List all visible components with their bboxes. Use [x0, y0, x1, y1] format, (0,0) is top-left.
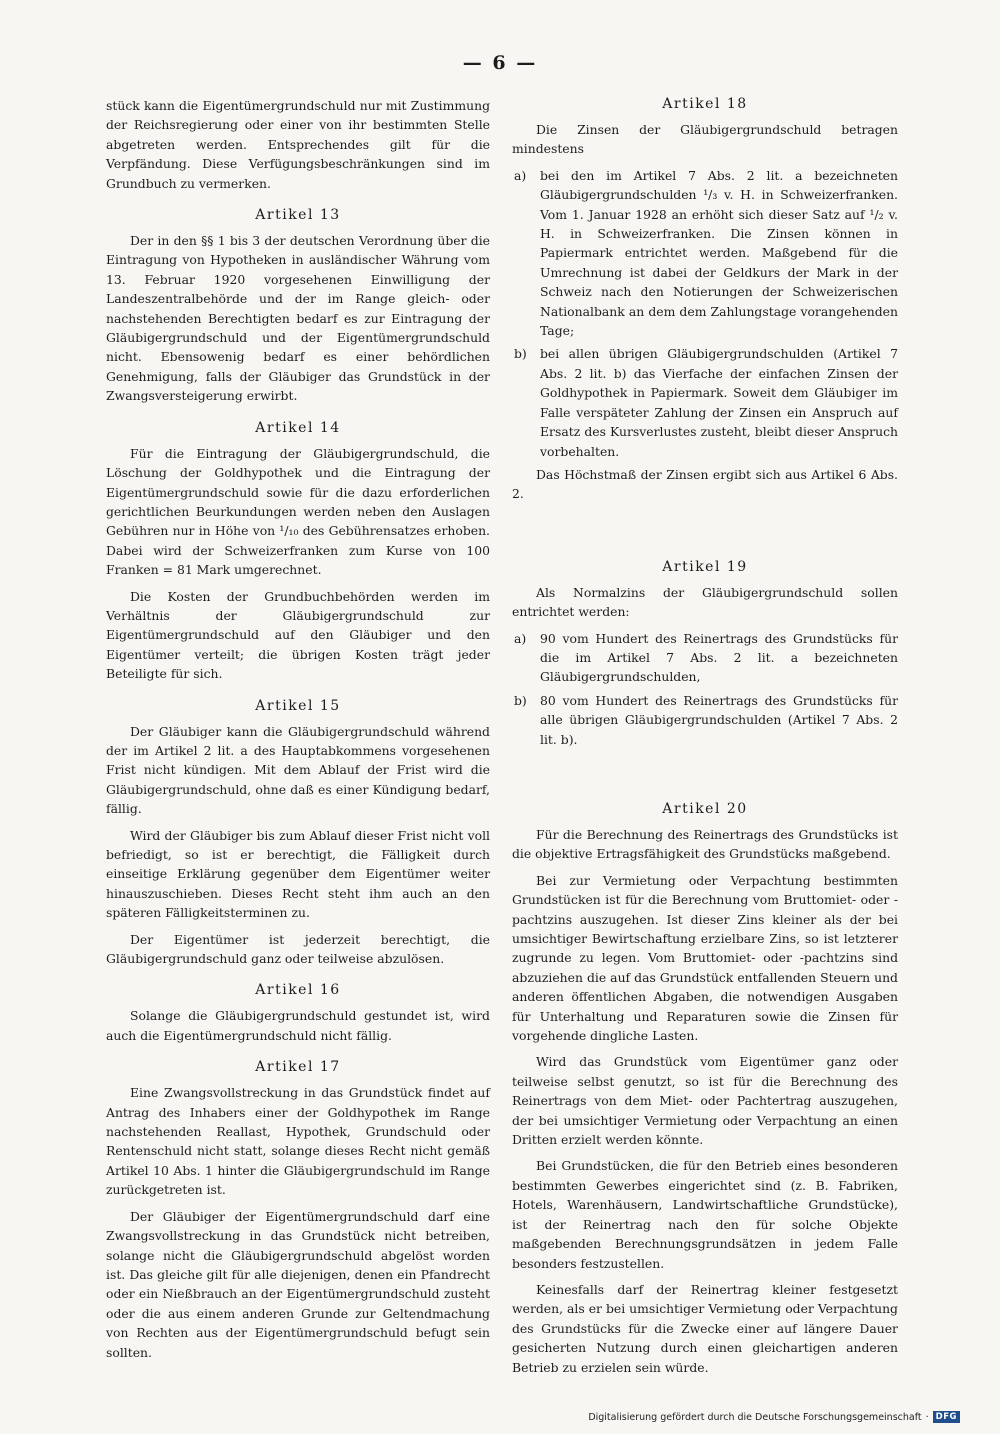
article-heading: Artikel 19 — [662, 558, 748, 575]
list-text: bei den im Artikel 7 Abs. 2 lit. a bezeichneten Gläubigergrundschulden ¹/₃ v. H. in Schweizerfranken. Vom 1. Januar 1928 an erhöht sich dieser Satz auf ¹/₂ v. H. in Schweizerfranken. Die Zinsen können in Papiermark entrichtet werden. Maßgebend für die Umrechnung ist dabei der Geldkurs der Mark in der Schweiz nach den Notierungen der Schweizerischen Nationalbank an dem dem Zahlungstage vorangehenden Tage; — [540, 167, 898, 339]
paragraph: Keinesfalls darf der Reinertrag kleiner festgesetzt werden, als er bei umsichtiger Vermietung oder Verpachtung des Grundstücks für die Zwecke einer auf längere Dauer gesicherten Nutzung durch einen gleichartigen anderen Betrieb zu erzielen sein würde. — [512, 1281, 898, 1375]
paragraph: Für die Eintragung der Gläubigergrundschuld, die Löschung der Goldhypothek und die Eintragung der Eigentümergrundschuld sowie für die dazu erforderlichen gerichtlichen Beurkundungen werden neben den Auslagen Gebühren nur in Höhe von ¹/₁₀ des Gebührensatzes erhoben. Dabei wird der Schweizerfranken zum Kurse von 100 Franken = 81 Mark umgerechnet. — [106, 445, 490, 578]
paragraph: Das Höchstmaß der Zinsen ergibt sich aus Artikel 6 Abs. 2. — [512, 466, 898, 502]
list-item — [512, 344, 898, 460]
list-marker: a) — [514, 167, 527, 183]
section-spacer — [512, 511, 898, 545]
paragraph: Der Gläubiger kann die Gläubigergrundschuld während der im Artikel 2 lit. a des Hauptabkommens vorgesehenen Frist nicht kündigen. Mit dem Ablauf der Frist wird die Gläubigergrundschuld, ohne daß es einer Kündigung bedarf, fällig. — [106, 723, 490, 817]
section-spacer — [512, 753, 898, 787]
credit-separator: · — [925, 1411, 929, 1423]
article-heading: Artikel 13 — [255, 207, 341, 224]
paragraph: Wird das Grundstück vom Eigentümer ganz oder teilweise selbst genutzt, so ist für die Berechnung des Reinertrags von dem Miet- oder Pachtertrag auszugehen, der bei umsichtiger Vermietung oder Verpachtung an einen Dritten erzielt werden könnte. — [512, 1054, 898, 1148]
paragraph: Bei zur Vermietung oder Verpachtung bestimmten Grundstücken ist für die Berechnung vom Bruttomiet- oder -pachtzins auszugehen. Ist dieser Zins kleiner als der bei umsichtiger Bewirtschaftung erzielbare Zins, so ist letzterer zugrunde zu legen. Vom Bruttomiet- oder -pachtzins sind abzuziehen die auf das Grundstück entfallenden Steuern und anderen öffentlichen Abgaben, die notwendigen Ausgaben für Unterhaltung und Reparaturen sowie die Zinsen für vorgehende dingliche Lasten. — [512, 872, 898, 1044]
list-marker: b) — [514, 346, 527, 362]
list-text: 80 vom Hundert des Reinertrags des Grundstücks für alle übrigen Gläubigergrundschulden (Artikel 7 Abs. 2 lit. b). — [540, 692, 898, 747]
right-column — [512, 96, 898, 1384]
list-marker: a) — [514, 630, 527, 646]
paragraph: Eine Zwangsvollstreckung in das Grundstück findet auf Antrag des Inhabers einer der Goldhypothek im Range nachstehenden Reallast, Hypothek, Grundschuld oder Rentenschuld nicht statt, solange dieses Recht nicht gemäß Artikel 10 Abs. 1 hinter die Gläubigergrundschuld im Range zurückgetreten ist. — [106, 1085, 490, 1198]
paragraph: Solange die Gläubigergrundschuld gestundet ist, wird auch die Eigentümergrundschuld nicht fällig. — [106, 1008, 490, 1043]
dfg-logo-icon: DFG — [933, 1411, 960, 1423]
article-heading: Artikel 20 — [662, 800, 748, 817]
list-item — [512, 629, 898, 687]
paragraph: Als Normalzins der Gläubigergrundschuld sollen entrichtet werden: — [512, 584, 898, 620]
list-marker: b) — [514, 692, 527, 708]
digitization-credit — [588, 1411, 960, 1423]
paragraph: Der Gläubiger der Eigentümergrundschuld darf eine Zwangsvollstreckung in das Grundstück nicht betreiben, solange nicht die Gläubigergrundschuld abgelöst worden ist. Das gleiche gilt für alle diejenigen, denen ein Pfandrecht oder ein Nießbrauch an der Eigentümergrundschuld zusteht oder die aus einem anderen Grunde zur Geltendmachung von Rechten aus der Eigentümergrundschuld befugt sein sollten. — [106, 1208, 490, 1360]
paragraph: Die Zinsen der Gläubigergrundschuld betragen mindestens — [512, 122, 898, 157]
paragraph: Der in den §§ 1 bis 3 der deutschen Verordnung über die Eintragung von Hypotheken in ausländischer Währung vom 13. Februar 1920 vorgesehenen Einwilligung der Landeszentralbehörde und der im Range gleich- oder nachstehenden Berechtigten bedarf es zur Eintragung der Gläubigergrundschuld und der Eigentümergrundschuld nicht. Ebensowenig bedarf es einer behördlichen Genehmigung, falls der Gläubiger das Grundstück in der Zwangsversteigerung erwirbt. — [106, 233, 490, 404]
list-item — [512, 166, 898, 341]
page-number: — 6 — — [462, 52, 538, 74]
paragraph: stück kann die Eigentümergrundschuld nur mit Zustimmung der Reichsregierung oder einer von ihr bestimmten Stelle abgetreten werden. Entsprechendes gilt für die Verpfändung. Diese Verfügungsbeschränkungen sind im Grundbuch zu vermerken. — [106, 98, 490, 191]
list-text: 90 vom Hundert des Reinertrags des Grundstücks für die im Artikel 7 Abs. 2 lit. a bezeichneten Gläubigergrundschulden, — [540, 630, 898, 685]
article-heading: Artikel 17 — [255, 1059, 341, 1076]
paragraph: Für die Berechnung des Reinertrags des Grundstücks ist die objektive Ertragsfähigkeit des Grundstücks maßgebend. — [512, 826, 898, 862]
paragraph: Die Kosten der Grundbuchbehörden werden im Verhältnis der Gläubigergrundschuld zur Eigentümergrundschuld auf den Gläubiger und den Eigentümer verteilt; die übrigen Kosten trägt jeder Beteiligte für sich. — [106, 588, 490, 682]
left-column — [106, 96, 490, 1369]
paragraph: Bei Grundstücken, die für den Betrieb eines besonderen bestimmten Gewerbes eingerichtet sind (z. B. Fabriken, Hotels, Warenhäusern, Landwirtschaftliche Grundstücke), ist der Reinertrag nach den für solche Objekte maßgebenden Berechnungsgrundsätzen in jedem Falle besonders festzustellen. — [512, 1158, 898, 1271]
paragraph: Wird der Gläubiger bis zum Ablauf dieser Frist nicht voll befriedigt, so ist er berechtigt, die Fälligkeit durch einseitige Erklärung gegenüber dem Eigentümer weiter hinauszuschieben. Dieses Recht steht ihm auch an den späteren Fälligkeitsterminen zu. — [106, 827, 490, 921]
article-heading: Artikel 15 — [255, 697, 341, 714]
article-heading: Artikel 16 — [255, 982, 341, 999]
credit-text: Digitalisierung gefördert durch die Deutsche Forschungsgemeinschaft — [588, 1411, 922, 1423]
article-heading: Artikel 14 — [255, 419, 341, 436]
list-item — [512, 691, 898, 749]
list-text: bei allen übrigen Gläubigergrundschulden (Artikel 7 Abs. 2 lit. b) das Vierfache der einfachen Zinsen der Goldhypothek in Papiermark. Soweit dem Gläubiger im Falle verspäteter Zahlung der Zinsen ein Anspruch auf Ersatz des Kursverlustes zusteht, bleibt dieser Anspruch vorbehalten. — [540, 346, 898, 459]
article-heading: Artikel 18 — [662, 96, 748, 112]
paragraph: Der Eigentümer ist jederzeit berechtigt, die Gläubigergrundschuld ganz oder teilweise abzulösen. — [106, 931, 490, 967]
